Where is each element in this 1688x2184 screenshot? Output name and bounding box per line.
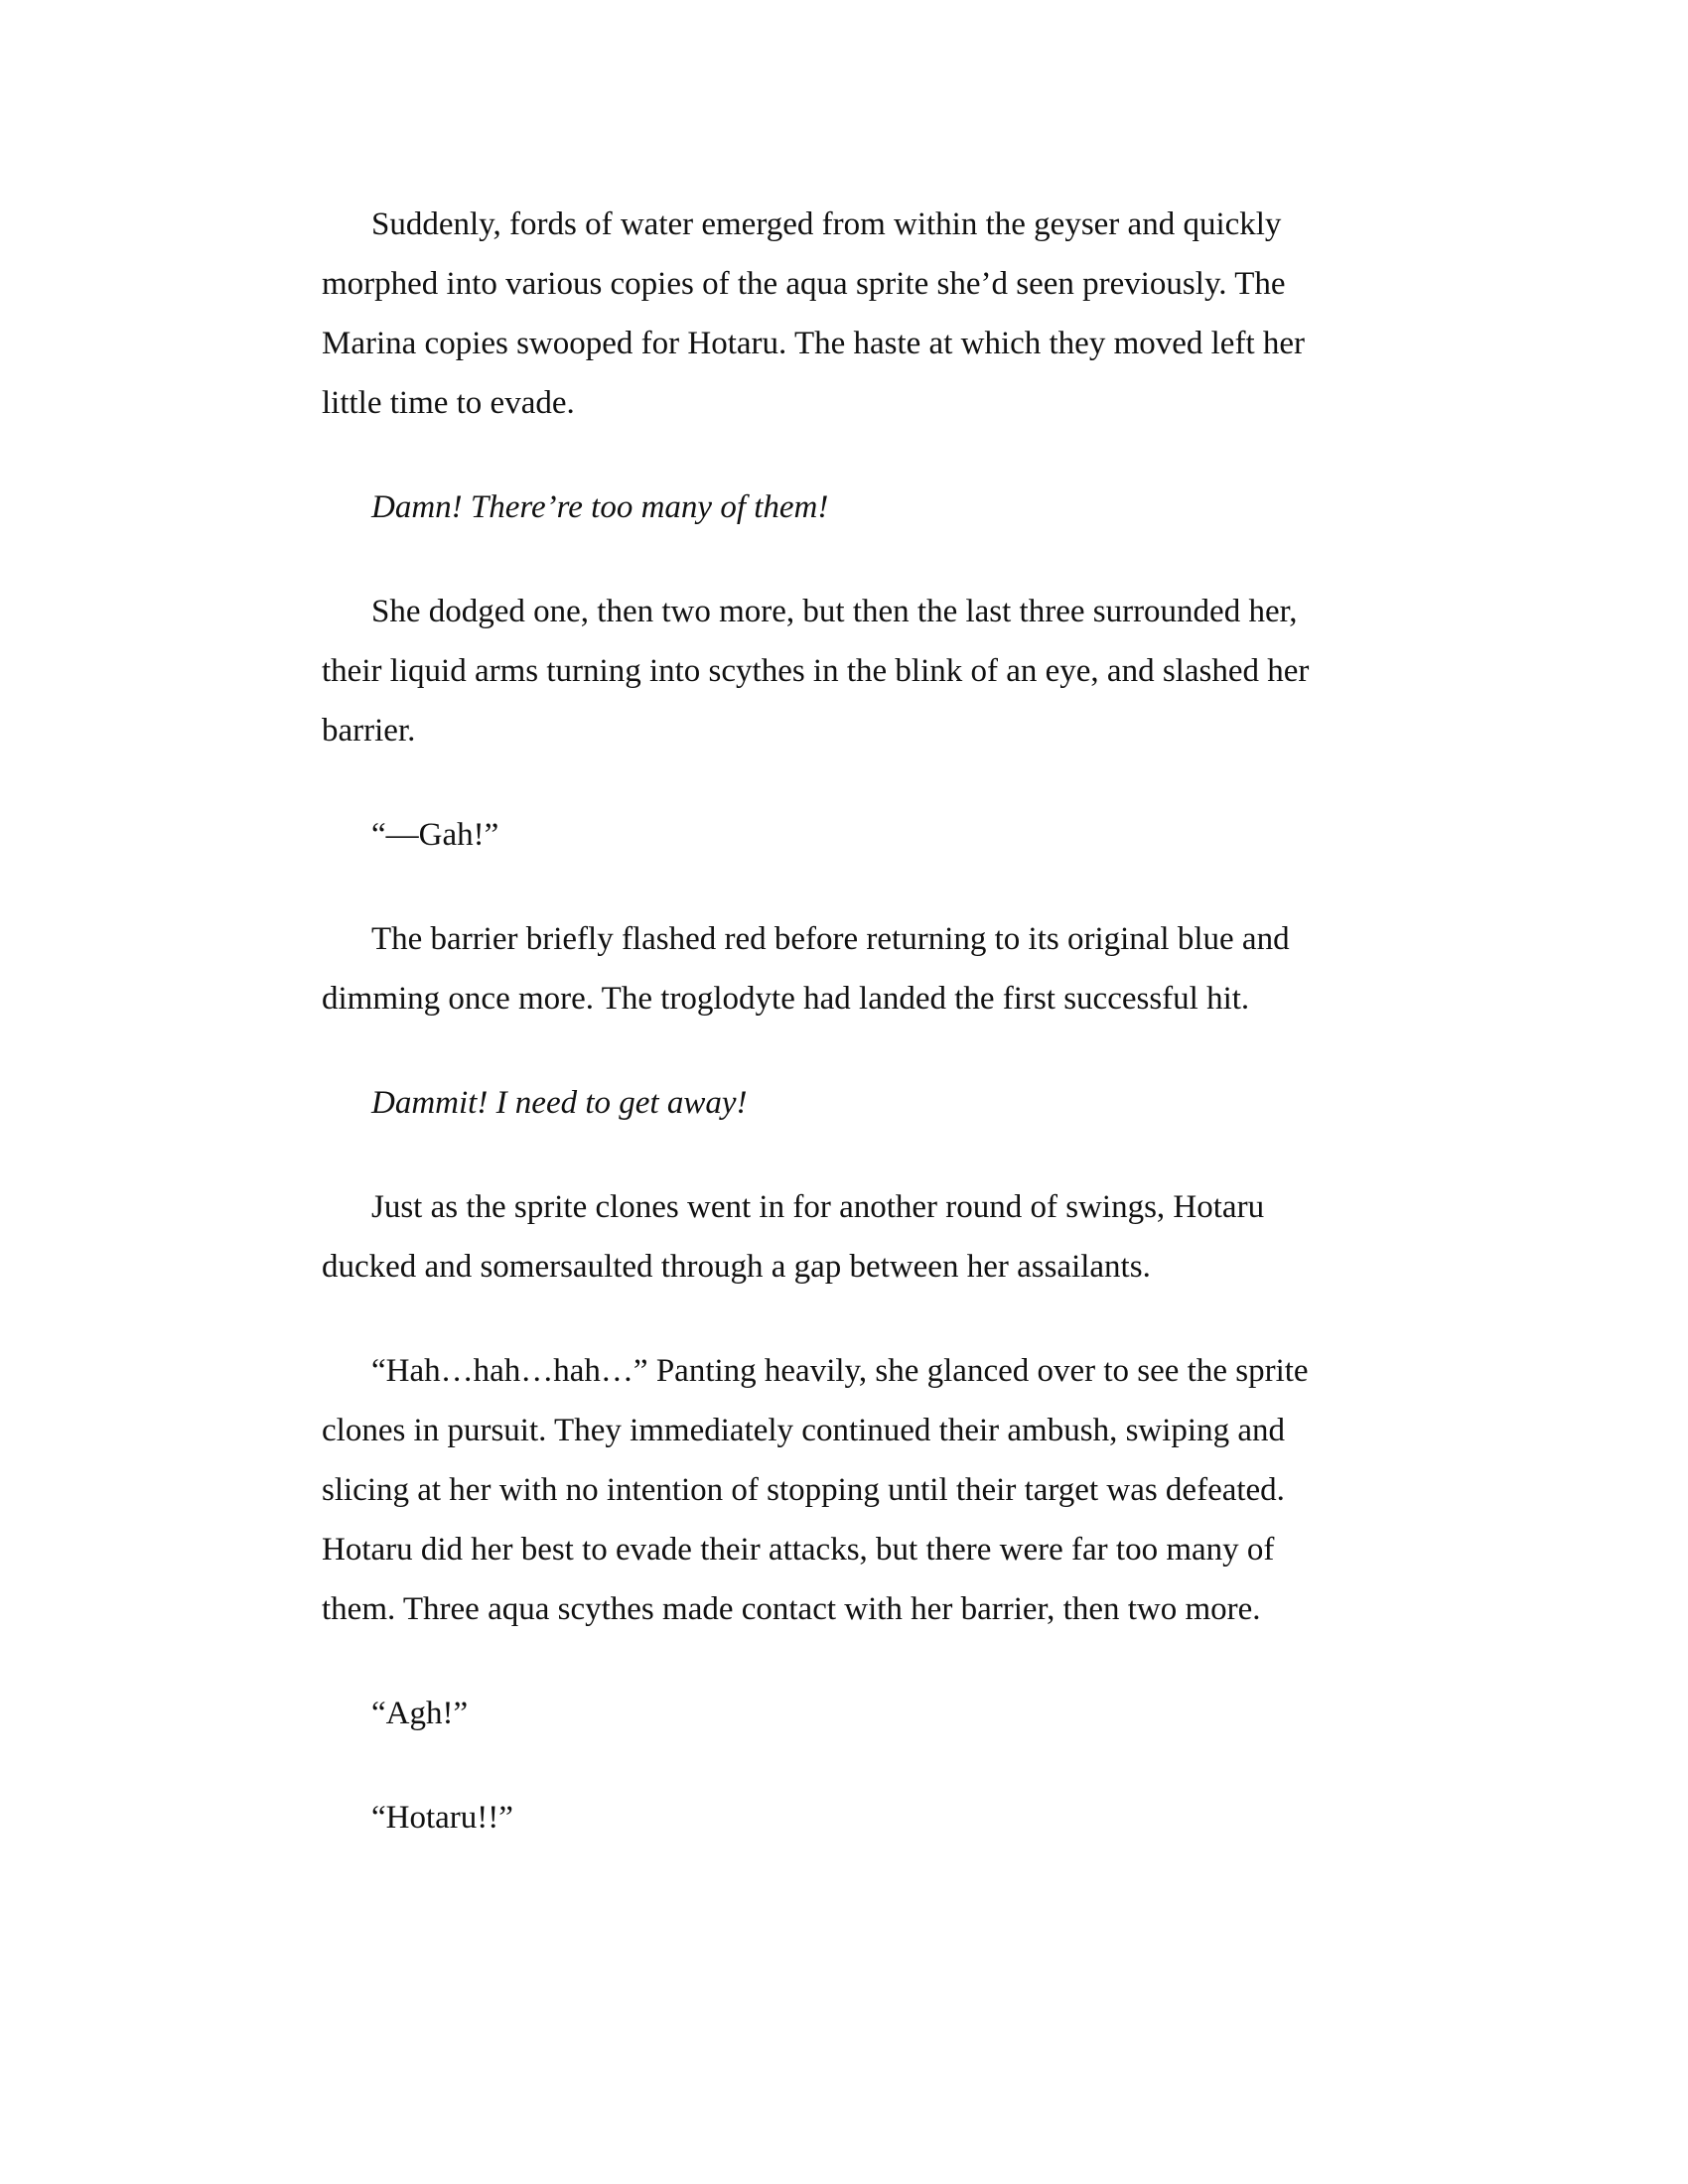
paragraph-4-dialogue: “—Gah!” [371, 817, 499, 853]
paragraph-2-thought: Damn! There’re too many of them! [371, 489, 829, 525]
paragraph-7: Just as the sprite clones went in for another round of swings, Hotaru ducked and somersaulted through a gap between her assailants. [322, 1189, 1265, 1285]
paragraph-6-thought: Dammit! I need to get away! [371, 1085, 748, 1121]
paragraph-9-dialogue: “Agh!” [371, 1696, 469, 1731]
body-text [322, 195, 1335, 1892]
paragraph-8: “Hah…hah…hah…” Panting heavily, she glanced over to see the sprite clones in pursuit. They immediately continued their ambush, swiping and slicing at her with no intention of stopping until their target was defeated. Hotaru did her best to evade their attacks, but there were far too many of them. Three aqua scythes made contact with her barrier, then two more. [322, 1353, 1309, 1627]
paragraph-5: The barrier briefly flashed red before returning to its original blue and dimming once more. The troglodyte had landed the first successful hit. [322, 921, 1290, 1017]
paragraph-10-dialogue: “Hotaru!!” [371, 1800, 513, 1836]
paragraph-1: Suddenly, fords of water emerged from within the geyser and quickly morphed into various copies of the aqua sprite she’d seen previously. The Marina copies swooped for Hotaru. The haste at which they moved left her little time to evade. [322, 206, 1305, 421]
paragraph-3: She dodged one, then two more, but then the last three surrounded her, their liquid arms turning into scythes in the blink of an eye, and slashed her barrier. [322, 594, 1310, 749]
